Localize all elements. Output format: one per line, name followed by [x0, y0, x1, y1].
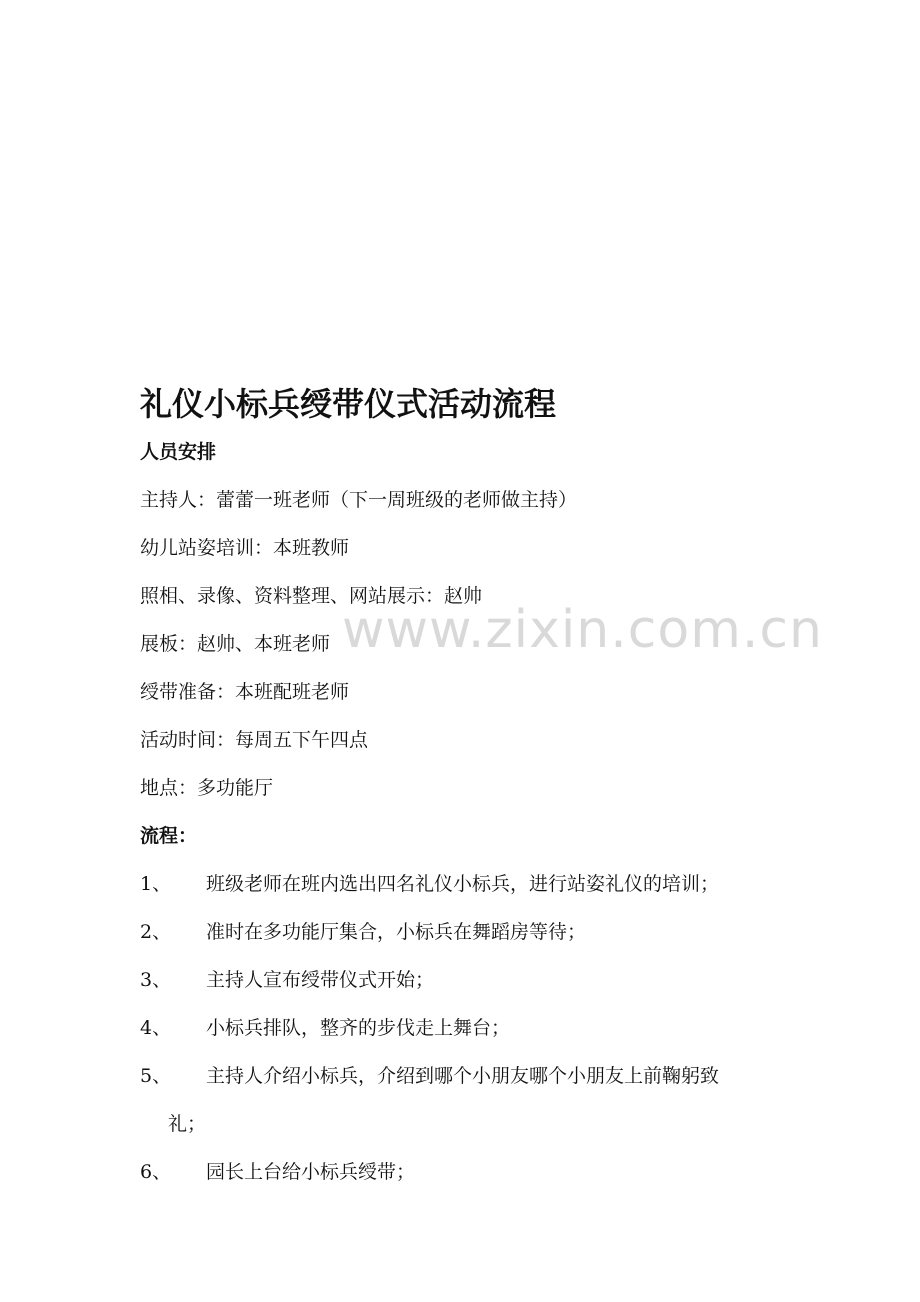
process-step	[140, 1052, 800, 1100]
staff-line-board: 展板：赵帅、本班老师	[140, 633, 331, 655]
activity-time: 活动时间：每周五下午四点	[140, 729, 369, 751]
process-heading: 流程：	[140, 825, 198, 847]
process-step	[140, 908, 800, 956]
watermark: www.zixin.com.cn	[342, 600, 823, 660]
staff-line-training: 幼儿站姿培训：本班教师	[140, 537, 350, 559]
step-text-continuation: 礼；	[168, 1113, 207, 1135]
step-number: 2、	[140, 921, 172, 943]
step-text: 主持人宣布绶带仪式开始；	[206, 969, 435, 991]
process-step	[140, 1148, 800, 1196]
process-step	[140, 860, 800, 908]
activity-location: 地点：多功能厅	[140, 777, 274, 799]
step-number: 3、	[140, 969, 172, 991]
step-text: 小标兵排队，整齐的步伐走上舞台；	[206, 1017, 511, 1039]
document-body	[140, 380, 800, 1196]
document-title: 礼仪小标兵绶带仪式活动流程	[140, 385, 557, 423]
step-text: 班级老师在班内选出四名礼仪小标兵，进行站姿礼仪的培训；	[206, 873, 720, 895]
staff-line-host: 主持人：蕾蕾一班老师（下一周班级的老师做主持）	[140, 489, 578, 511]
step-text: 主持人介绍小标兵，介绍到哪个小朋友哪个小朋友上前鞠躬致	[206, 1065, 720, 1087]
staff-line-photo: 照相、录像、资料整理、网站展示：赵帅	[140, 585, 483, 607]
process-step	[140, 956, 800, 1004]
step-text: 园长上台给小标兵绶带；	[206, 1161, 416, 1183]
staff-heading: 人员安排	[140, 441, 217, 463]
step-number: 1、	[140, 873, 172, 895]
step-number: 4、	[140, 1017, 172, 1039]
step-number: 6、	[140, 1161, 172, 1183]
staff-line-sash: 绶带准备：本班配班老师	[140, 681, 350, 703]
process-step	[140, 1004, 800, 1052]
step-number: 5、	[140, 1065, 172, 1087]
step-text: 准时在多功能厅集合，小标兵在舞蹈房等待；	[206, 921, 587, 943]
